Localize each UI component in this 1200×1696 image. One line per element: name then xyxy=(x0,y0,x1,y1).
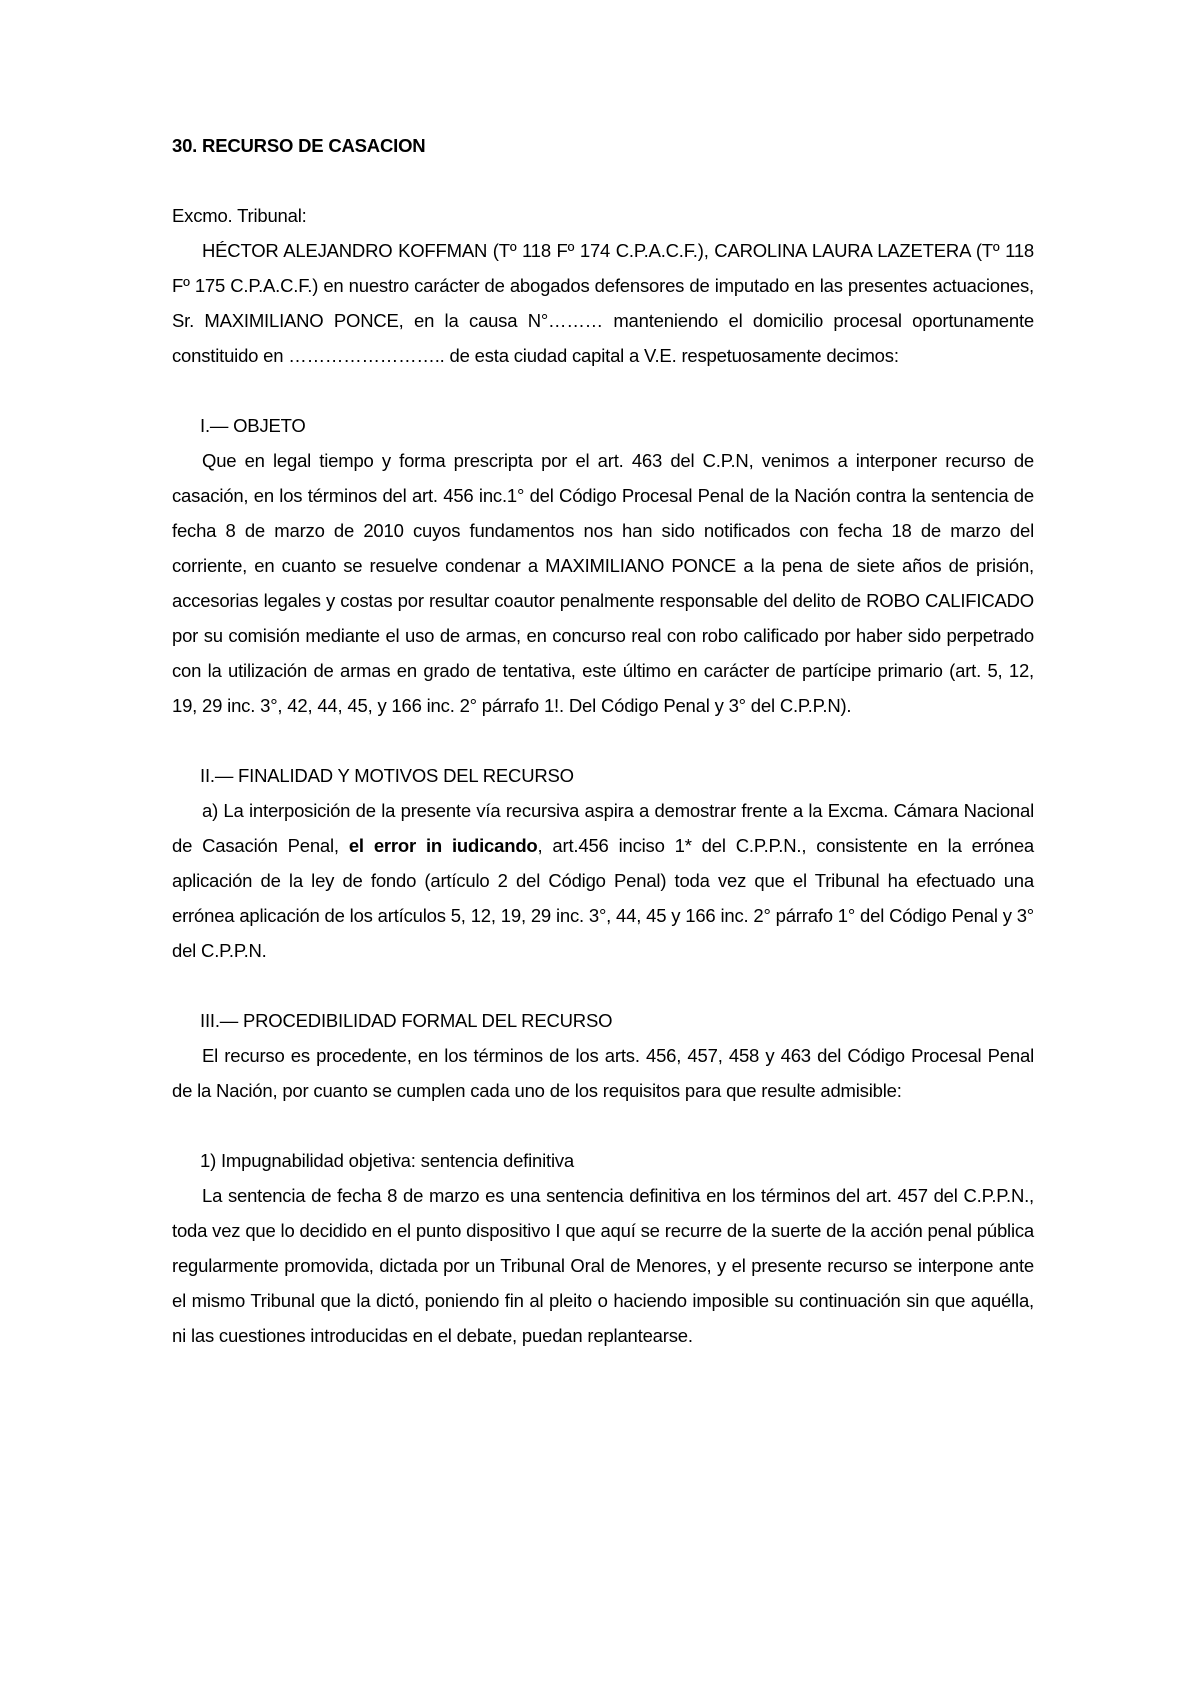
error-in-iudicando-emphasis: el error in iudicando xyxy=(348,835,538,856)
document-title: 30. RECURSO DE CASACION xyxy=(172,135,426,156)
section-finalidad-text-a: a) La interposición de la presente vía recursiva aspira a demostrar frente a la Excma. Cámara Nacional de Casación Penal, xyxy=(172,800,1034,856)
subsection-impugnabilidad-body: La sentencia de fecha 8 de marzo es una sentencia definitiva en los términos del art. 457 del C.P.P.N., toda vez que lo decidido en el punto dispositivo I que aquí se recurre de la suerte de la acción penal pública regularmente promovida, dictada por un Tribunal Oral de Menores, y el presente recurso se interpone ante el mismo Tribunal que la dictó, poniendo fin al pleito o haciendo imposible su continuación sin que aquélla, ni las cuestiones introducidas en el debate, puedan replantearse. xyxy=(172,1185,1034,1346)
section-finalidad-body xyxy=(172,793,1034,968)
section-objeto-heading: I.— OBJETO xyxy=(200,415,306,436)
salutation: Excmo. Tribunal: xyxy=(172,205,307,226)
intro-paragraph: HÉCTOR ALEJANDRO KOFFMAN (Tº 118 Fº 174 C.P.A.C.F.), CAROLINA LAURA LAZETERA (Tº 118 Fº 175 C.P.A.C.F.) en nuestro carácter de abogados defensores de imputado en las presentes actuaciones, Sr. MAXIMILIANO PONCE, en la causa N°……… manteniendo el domicilio procesal oportunamente constituido en …………………….. de esta ciudad capital a V.E. respetuosamente decimos: xyxy=(172,240,1034,366)
subsection-impugnabilidad-heading: 1) Impugnabilidad objetiva: sentencia definitiva xyxy=(200,1150,575,1171)
section-objeto-body: Que en legal tiempo y forma prescripta por el art. 463 del C.P.N, venimos a interponer recurso de casación, en los términos del art. 456 inc.1° del Código Procesal Penal de la Nación contra la sentencia de fecha 8 de marzo de 2010 cuyos fundamentos nos han sido notificados con fecha 18 de marzo del corriente, en cuanto se resuelve condenar a MAXIMILIANO PONCE a la pena de siete años de prisión, accesorias legales y costas por resultar coautor penalmente responsable del delito de ROBO CALIFICADO por su comisión mediante el uso de armas, en concurso real con robo calificado por haber sido perpetrado con la utilización de armas en grado de tentativa, este último en carácter de partícipe primario (art. 5, 12, 19, 29 inc. 3°, 42, 44, 45, y 166 inc. 2° párrafo 1!. Del Código Penal y 3° del C.P.P.N). xyxy=(172,450,1034,716)
section-procedibilidad-body: El recurso es procedente, en los términos de los arts. 456, 457, 458 y 463 del Código Procesal Penal de la Nación, por cuanto se cumplen cada uno de los requisitos para que resulte admisible: xyxy=(172,1045,1034,1101)
section-procedibilidad-heading: III.— PROCEDIBILIDAD FORMAL DEL RECURSO xyxy=(200,1010,613,1031)
section-finalidad-text-b: , art.456 inciso 1* del C.P.P.N., consistente en la errónea aplicación de la ley de fondo (artículo 2 del Código Penal) toda vez que el Tribunal ha efectuado una errónea aplicación de los artículos 5, 12, 19, 29 inc. 3°, 44, 45 y 166 inc. 2° párrafo 1° del Código Penal y 3° del C.P.P.N. xyxy=(172,835,1035,961)
document-page xyxy=(172,128,1034,1353)
section-finalidad-heading: II.— FINALIDAD Y MOTIVOS DEL RECURSO xyxy=(200,765,574,786)
